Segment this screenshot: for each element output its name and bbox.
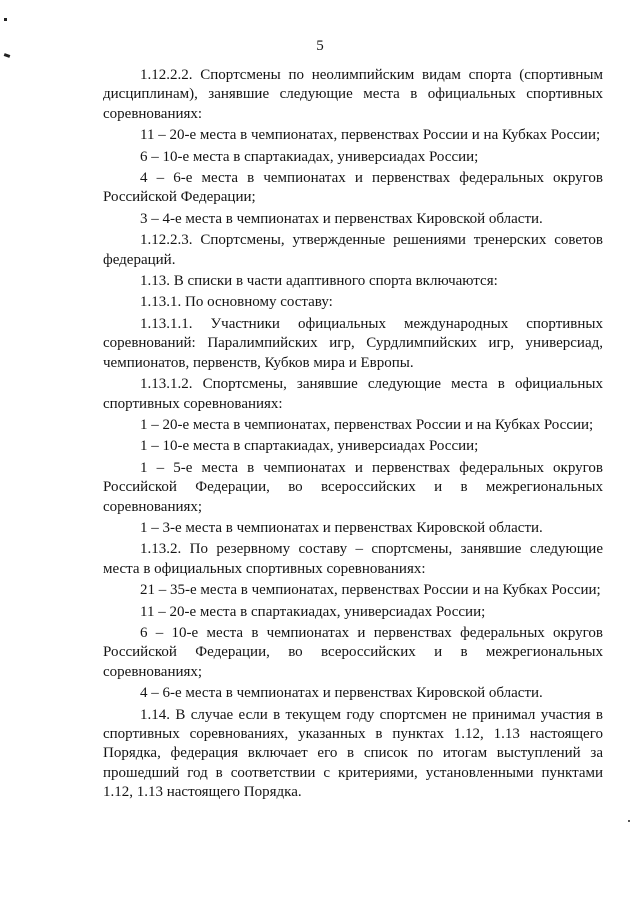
paragraph-item: 1 – 20-е места в чемпионатах, первенствах России и на Кубках России; bbox=[140, 416, 594, 433]
paragraph-item: 1 – 10-е места в спартакиадах, универсиадах России; bbox=[140, 438, 479, 455]
paragraph-item: 21 – 35-е места в чемпионатах, первенствах России и на Кубках России; bbox=[140, 582, 601, 599]
paragraph-1-13-1-1: 1.13.1.1. Участники официальных международных спортивных соревнований: Паралимпийских игр, Сурдлимпийских игр, универсиад, чемпионатов, первенств, Кубков мира и Европы. bbox=[103, 315, 603, 371]
paragraph-1-12-2-3: 1.12.2.3. Спортсмены, утвержденные решениями тренерских советов федераций. bbox=[103, 232, 603, 268]
document-body bbox=[103, 66, 603, 803]
paragraph-1-13-1: 1.13.1. По основному составу: bbox=[140, 294, 333, 311]
paragraph-item: 6 – 10-е места в спартакиадах, универсиадах России; bbox=[140, 148, 479, 165]
paragraph-1-12-2-2: 1.12.2.2. Спортсмены по неолимпийским видам спорта (спортивным дисциплинам), занявшие следующие места в официальных спортивных соревнованиях: bbox=[103, 67, 603, 122]
paragraph-item: 11 – 20-е места в чемпионатах, первенствах России и на Кубках России; bbox=[140, 127, 601, 144]
paragraph-item: 4 – 6-е места в чемпионатах и первенствах Кировской области. bbox=[140, 685, 543, 702]
paragraph-item: 6 – 10-е места в чемпионатах и первенствах федеральных округов Российской Федерации, во всероссийских и в межрегиональных соревнованиях; bbox=[103, 624, 603, 680]
paragraph-1-13-2: 1.13.2. По резервному составу – спортсмены, занявшие следующие места в официальных спортивных соревнованиях: bbox=[103, 541, 603, 577]
paragraph-item: 1 – 5-е места в чемпионатах и первенствах федеральных округов Российской Федерации, во всероссийских и в межрегиональных соревнованиях; bbox=[103, 459, 603, 515]
paragraph-item: 4 – 6-е места в чемпионатах и первенствах федеральных округов Российской Федерации; bbox=[103, 170, 603, 206]
paragraph-1-14: 1.14. В случае если в текущем году спортсмен не принимал участия в спортивных соревнованиях, указанных в пунктах 1.12, 1.13 настоящего Порядка, федерация включает его в список по итогам выступлений за прошедший год в соответствии с критериями, установленными пунктами 1.12, 1.13 настоящего Порядка. bbox=[103, 706, 603, 801]
paragraph-1-13-1-2: 1.13.1.2. Спортсмены, занявшие следующие места в официальных спортивных соревнованиях: bbox=[103, 376, 603, 412]
paragraph-item: 1 – 3-е места в чемпионатах и первенствах Кировской области. bbox=[140, 519, 543, 536]
page-number: 5 bbox=[316, 38, 324, 54]
paragraph-item: 3 – 4-е места в чемпионатах и первенствах Кировской области. bbox=[140, 210, 543, 227]
scan-mark bbox=[4, 18, 7, 21]
paragraph-item: 11 – 20-е места в спартакиадах, универсиадах России; bbox=[140, 603, 486, 620]
paragraph-1-13: 1.13. В списки в части адаптивного спорта включаются: bbox=[140, 273, 498, 290]
scan-mark bbox=[628, 820, 630, 822]
